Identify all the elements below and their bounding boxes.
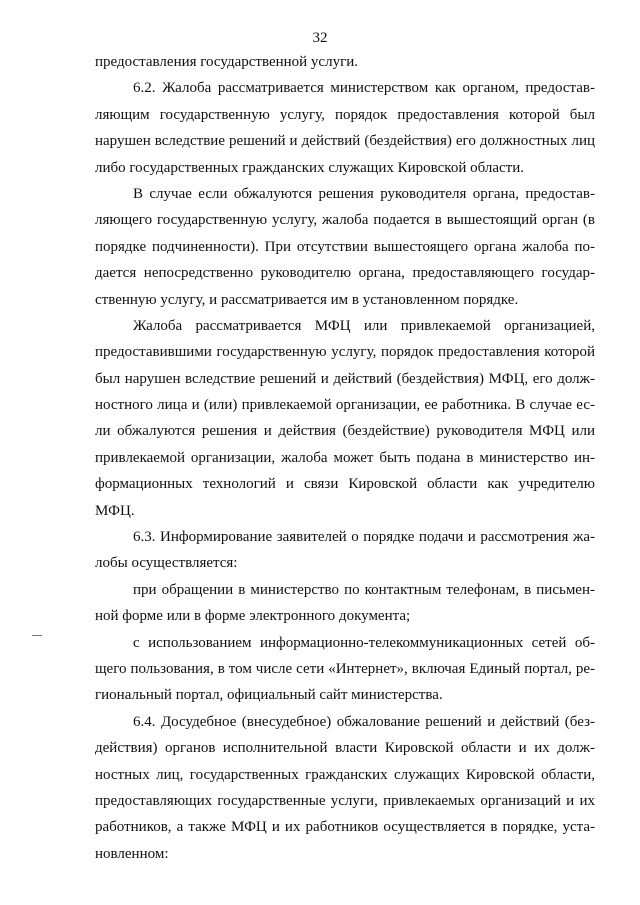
paragraph [95,630,595,709]
text-line: МФЦ. [95,502,135,519]
text-line: порядке подчиненности). При отсутствии вышестоящего органа жалоба по- [95,238,595,255]
text-line: нарушен вследствие решений и действий (бездействия) его должностных лиц [95,133,595,150]
text-line: с использованием информационно-телекоммуникационных сетей об- [133,634,595,651]
text-line: был нарушен вследствие решений и действий (бездействия) МФЦ, его долж- [95,370,595,387]
text-line: ностных лиц, государственных гражданских служащих Кировской области, [95,766,595,783]
text-line: предоставившими государственную услугу, порядок предоставления которой [95,344,595,361]
text-line: новленном: [95,845,169,862]
paragraph-6-2 [95,75,595,181]
text-line: 6.3. Информирование заявителей о порядке подачи и рассмотрения жа- [133,529,595,546]
text-line: предоставления государственной услуги. [95,54,359,70]
text-line: ляющим государственную услугу, порядок предоставления которой был [95,106,595,123]
paragraph-6-3 [95,524,595,577]
text-line: лобы осуществляется: [95,555,238,572]
text-line: привлекаемой организации, жалоба может быть подана в министерство ин- [95,449,595,466]
text-line: при обращении в министерство по контактным телефонам, в письмен- [133,581,595,598]
text-line: дается непосредственно руководителю органа, предоставляющего государ- [95,265,595,282]
paragraph-6-4 [95,709,595,867]
text-line: 6.4. Досудебное (внесудебное) обжалование решений и действий (без- [133,713,595,730]
text-line: работников, а также МФЦ и их работников осуществляется в порядке, уста- [95,819,595,836]
text-line: ляющего государственную услугу, жалоба подается в вышестоящий орган (в [95,212,595,229]
document-text [95,49,595,867]
scan-edge-mark [32,635,42,636]
paragraph [95,577,595,630]
text-line: формационных технологий и связи Кировской области как учредителю [95,476,595,493]
text-line: В случае если обжалуются решения руководителя органа, предостав- [133,185,595,202]
paragraph [95,49,595,75]
text-line: Жалоба рассматривается МФЦ или привлекаемой организацией, [133,317,595,334]
text-line: ностного лица и (или) привлекаемой организации, ее работника. В случае ес- [95,397,595,414]
text-line: 6.2. Жалоба рассматривается министерством как органом, предостав- [133,80,595,97]
text-line: действия) органов исполнительной власти Кировской области и их долж- [95,740,595,757]
paragraph [95,313,595,524]
text-line: щего пользования, в том числе сети «Интернет», включая Единый портал, ре- [95,660,595,677]
text-line: гиональный портал, официальный сайт министерства. [95,687,443,704]
text-line: либо государственных гражданских служащих Кировской области. [95,159,524,176]
page-number: 32 [312,30,328,46]
text-line: ственную услугу, и рассматривается им в установленном порядке. [95,291,519,308]
paragraph [95,181,595,313]
text-line: ной форме или в форме электронного документа; [95,608,411,625]
text-line: предоставляющих государственные услуги, привлекаемых организаций и их [95,792,595,809]
text-line: ли обжалуются решения и действия (бездействие) руководителя МФЦ или [95,423,595,440]
